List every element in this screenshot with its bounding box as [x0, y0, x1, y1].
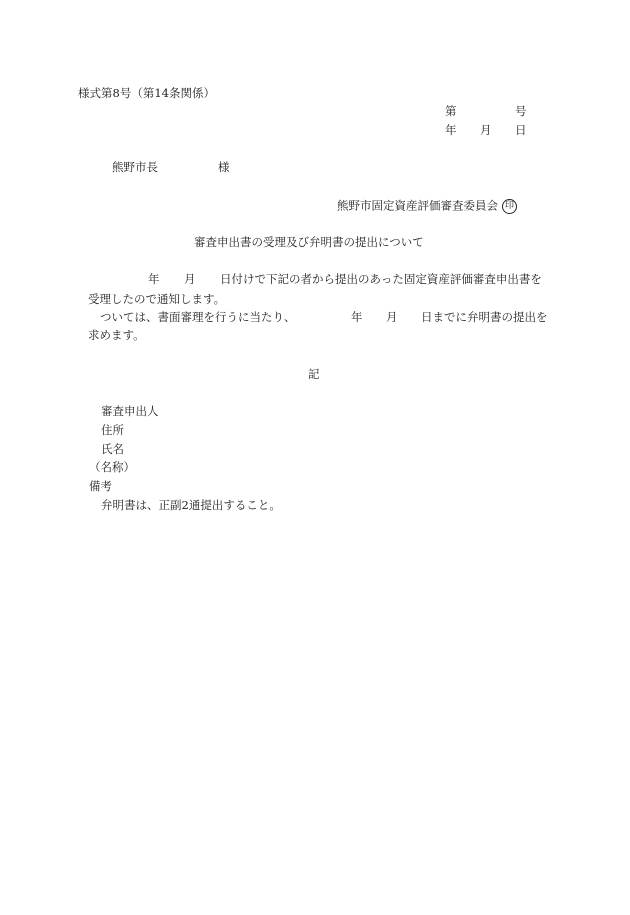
body-line1-year: 年 — [148, 272, 160, 286]
body-line3-text: ついては、書面審理を行うに当たり、 — [100, 310, 296, 324]
ki-heading: 記 — [308, 367, 320, 381]
item-address: 住所 — [101, 423, 124, 437]
item-applicant: 審査申出人 — [101, 404, 159, 418]
seal-stamp: 印 — [502, 199, 517, 214]
document-title: 審査申出書の受理及び弁明書の提出について — [194, 235, 424, 249]
sender — [337, 199, 517, 214]
body-line4: 求めます。 — [88, 328, 145, 342]
body-line3-rest: 日までに弁明書の提出を — [421, 310, 548, 324]
body-line1-month: 月 — [184, 272, 196, 286]
body-line3-month: 月 — [386, 310, 398, 324]
date-day: 日 — [515, 123, 527, 137]
body-line2: 受理したので通知します。 — [88, 292, 226, 306]
item-name: 氏名 — [101, 442, 124, 456]
item-org-name: （名称） — [89, 460, 135, 474]
date-month: 月 — [480, 123, 492, 137]
body-line3-year: 年 — [351, 310, 363, 324]
body-line1-rest: 日付けで下記の者から提出のあった固定資産評価審査申出書を — [220, 272, 542, 286]
doc-number-suffix: 号 — [515, 104, 527, 118]
sender-name: 熊野市固定資産評価審査委員会 — [337, 198, 498, 213]
remarks-text: 弁明書は、正副2通提出すること。 — [101, 498, 281, 512]
addressee-honorific: 様 — [218, 160, 230, 174]
form-id: 様式第8号（第14条関係） — [78, 86, 215, 100]
remarks-heading: 備考 — [89, 479, 112, 493]
date-year: 年 — [445, 123, 457, 137]
doc-number-prefix: 第 — [445, 104, 457, 118]
addressee-name: 熊野市長 — [112, 160, 158, 174]
